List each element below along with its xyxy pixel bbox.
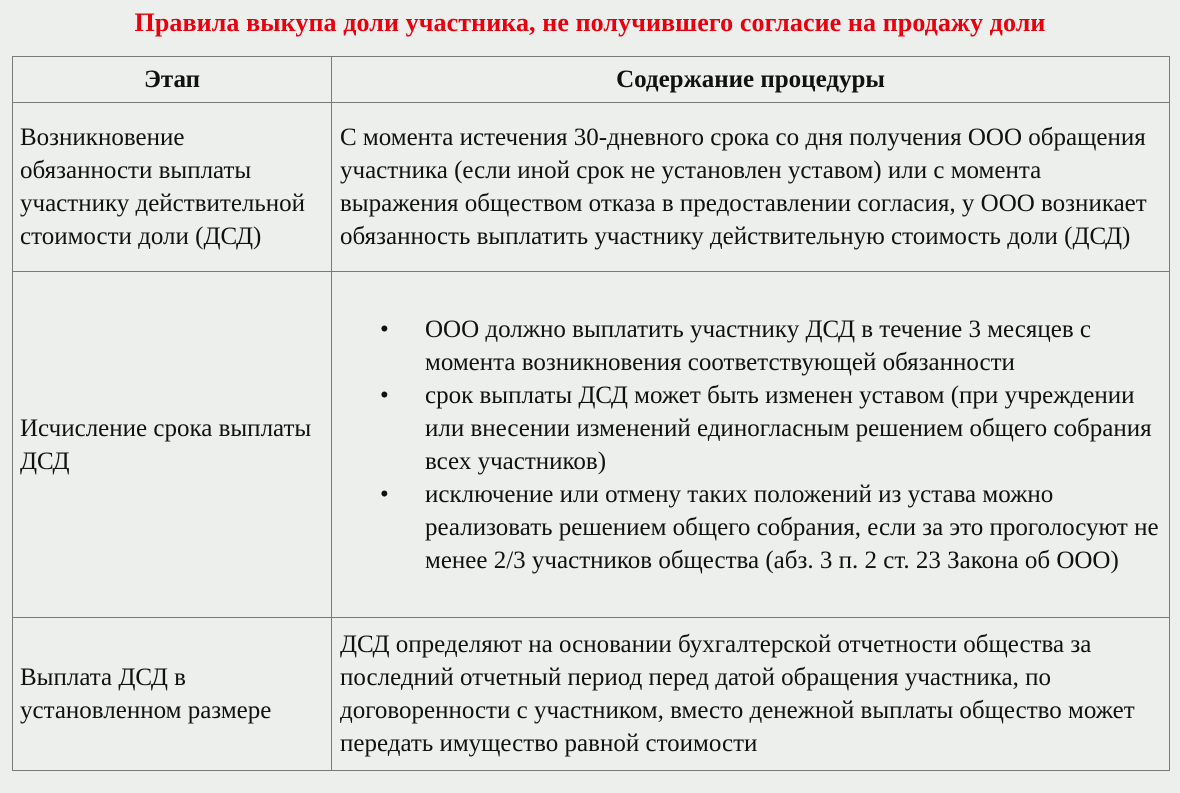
table-header-row [13, 57, 1170, 103]
header-stage: Этап [13, 57, 332, 103]
stage-cell: Возникновение обязанности выплаты участнику действительной стоимости доли (ДСД) [13, 103, 332, 272]
content-cell: С момента истечения 30-дневного срока со дня получения ООО обращения участника (если иной срок не установлен уставом) или с момента выражения обществом отказа в предоставлении согласия, у ООО возникает обязанность выплатить участнику действительную стоимость доли (ДСД) [332, 103, 1170, 272]
header-content: Содержание процедуры [332, 57, 1170, 103]
stage-cell: Исчисление срока выплаты ДСД [13, 272, 332, 618]
stage-cell: Выплата ДСД в установленном размере [13, 618, 332, 771]
list-item: • срок выплаты ДСД может быть изменен уставом (при учреждении или внесении изменений единогласным решением общего собрания всех участников) [340, 379, 1159, 478]
content-cell [332, 272, 1170, 618]
bullet-list [340, 313, 1159, 577]
page-title: Правила выкупа доли участника, не получившего согласие на продажу доли [134, 8, 1046, 37]
table-row [13, 618, 1170, 771]
table-row [13, 103, 1170, 272]
list-item: • исключение или отмену таких положений из устава можно реализовать решением общего собрания, если за это проголосуют не менее 2/3 участников общества (абз. 3 п. 2 ст. 23 Закона об ООО) [340, 478, 1159, 577]
list-item: • ООО должно выплатить участнику ДСД в течение 3 месяцев с момента возникновения соответствующей обязанности [340, 313, 1159, 379]
content-cell: ДСД определяют на основании бухгалтерской отчетности общества за последний отчетный период перед датой обращения участника, по договоренности с участником, вместо денежной выплаты общество может передать имущество равной стоимости [332, 618, 1170, 771]
procedure-table [12, 56, 1170, 771]
table-row [13, 272, 1170, 618]
